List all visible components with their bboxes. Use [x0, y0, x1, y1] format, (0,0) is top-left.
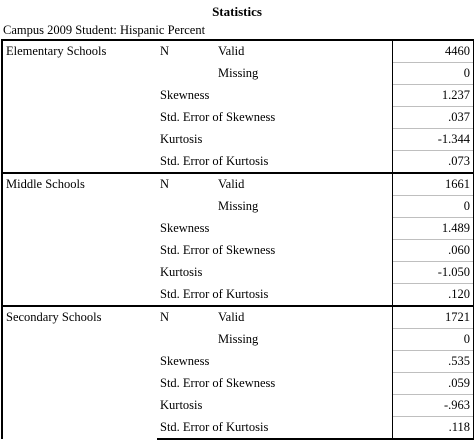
- statistic-value: 0: [392, 329, 474, 351]
- statistic-label: Std. Error of Kurtosis: [160, 153, 269, 168]
- group-label: Middle Schools: [2, 173, 157, 306]
- statistic-label: Std. Error of Skewness: [160, 375, 276, 390]
- statistic-value: 4460: [392, 40, 474, 63]
- statistic-value: .073: [392, 151, 474, 174]
- statistic-label: Kurtosis: [160, 397, 203, 412]
- statistic-label: Std. Error of Kurtosis: [160, 286, 269, 301]
- statistic-label: N: [157, 306, 215, 329]
- statistic-sublabel: Valid: [215, 40, 392, 63]
- statistic-label: Std. Error of Kurtosis: [157, 417, 392, 440]
- statistic-value: -1.050: [392, 262, 474, 284]
- statistic-label: Kurtosis: [160, 131, 203, 146]
- statistic-value: 1.489: [392, 218, 474, 240]
- variable-label: Campus 2009 Student: Hispanic Percent: [3, 23, 206, 37]
- statistic-value: 1721: [392, 306, 474, 329]
- statistic-value: .059: [392, 373, 474, 395]
- statistic-value: 1661: [392, 173, 474, 196]
- statistic-sublabel: Missing: [218, 65, 259, 80]
- statistic-value: 0: [392, 196, 474, 218]
- statistic-value: .060: [392, 240, 474, 262]
- statistics-table: [1, 39, 474, 440]
- statistic-value: .535: [392, 351, 474, 373]
- table-title: Statistics: [212, 4, 262, 19]
- statistic-value: 1.237: [392, 85, 474, 107]
- table-row: [2, 173, 474, 196]
- statistic-sublabel: Valid: [215, 173, 392, 196]
- statistic-label: N: [157, 40, 215, 63]
- statistic-label: Skewness: [160, 220, 210, 235]
- statistic-value: 0: [392, 63, 474, 85]
- statistic-sublabel: Valid: [215, 306, 392, 329]
- statistic-sublabel: Missing: [218, 331, 259, 346]
- statistic-value: .120: [392, 284, 474, 307]
- statistic-value: -1.344: [392, 129, 474, 151]
- statistic-sublabel: Missing: [218, 198, 259, 213]
- statistic-label: N: [157, 173, 215, 196]
- statistic-label: Skewness: [160, 87, 210, 102]
- statistic-label: [157, 63, 215, 85]
- table-row: [2, 306, 474, 329]
- statistic-value: -.963: [392, 395, 474, 417]
- statistic-value: .118: [392, 417, 474, 440]
- statistic-label: Kurtosis: [160, 264, 203, 279]
- statistic-label: [157, 329, 215, 351]
- statistic-label: Std. Error of Skewness: [160, 109, 276, 124]
- group-label: Elementary Schools: [2, 40, 157, 173]
- statistics-table-body: [2, 40, 474, 439]
- statistic-label: [157, 196, 215, 218]
- statistic-value: .037: [392, 107, 474, 129]
- table-row: [2, 40, 474, 63]
- group-label: Secondary Schools: [2, 306, 157, 439]
- statistic-label: Skewness: [160, 353, 210, 368]
- statistic-label: Std. Error of Skewness: [160, 242, 276, 257]
